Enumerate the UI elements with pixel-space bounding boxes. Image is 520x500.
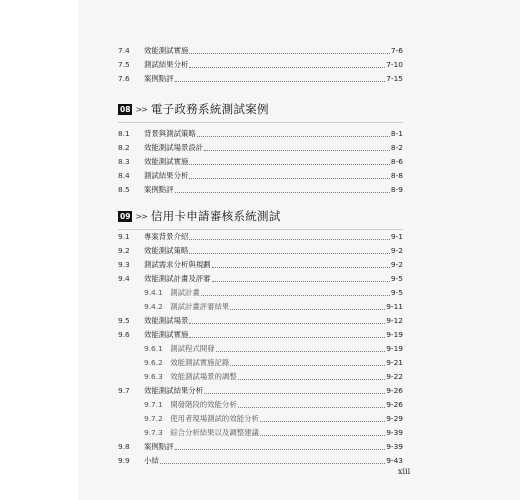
chapter-title: 電子政務系統測試案例: [150, 102, 269, 116]
chapter-9-heading[interactable]: [118, 205, 403, 227]
entry-page: 9-26: [386, 386, 403, 395]
entry-title: 測試需求分析與規劃: [144, 260, 211, 269]
dot-leader: [204, 392, 385, 394]
entry-number: 8.3: [118, 157, 130, 166]
entry-page: 9-26: [386, 400, 403, 409]
entry-page: 9-5: [390, 288, 403, 297]
entry-page: 9-5: [390, 274, 403, 283]
entry-page: 9-2: [390, 246, 403, 255]
entry-title: 9.7.1 開發階段的效能分析: [144, 400, 237, 409]
entry-title: 小結: [144, 456, 159, 465]
toc-entry-9-4[interactable]: [118, 270, 403, 284]
entry-title: 9.6.1 測試程式開發: [144, 344, 215, 353]
dot-leader: [160, 462, 385, 464]
entry-number: 9.4: [118, 274, 130, 283]
toc-entry-9-1[interactable]: [118, 228, 403, 242]
dot-leader: [175, 80, 386, 82]
dot-leader: [216, 350, 386, 352]
entry-title: 測試結果分析: [144, 171, 189, 180]
dot-leader: [212, 280, 390, 282]
entry-page: 9-43: [386, 456, 403, 465]
entry-number: 8.2: [118, 143, 130, 152]
entry-number: 8.1: [118, 129, 130, 138]
entry-title: 9.7.2 使用者現場測試的效能分析: [144, 414, 259, 423]
entry-page: 9-19: [386, 344, 403, 353]
dot-leader: [189, 66, 385, 68]
dot-leader: [238, 378, 386, 380]
entry-number: 9.2: [118, 246, 130, 255]
entry-number: 9.9: [118, 456, 130, 465]
toc-entry-8-1[interactable]: [118, 125, 403, 139]
dot-leader: [230, 364, 385, 366]
dot-leader: [189, 52, 390, 54]
chevron-double-right-icon: >>: [135, 211, 147, 221]
entry-number: 7.5: [118, 60, 130, 69]
toc-entry-7-4[interactable]: [118, 42, 403, 56]
entry-page: 7-15: [386, 74, 403, 83]
toc-entry-9-8[interactable]: [118, 438, 403, 452]
toc-entry-8-2[interactable]: [118, 139, 403, 153]
entry-title: 9.7.3 綜合分析結果以及調整建議: [144, 428, 259, 437]
entry-page: 9-29: [386, 414, 403, 423]
toc-entry-9-7-2[interactable]: [118, 410, 403, 424]
toc-entry-9-2[interactable]: [118, 242, 403, 256]
chevron-double-right-icon: >>: [135, 104, 147, 114]
toc-entry-8-4[interactable]: [118, 167, 403, 181]
entry-page: 9-12: [386, 316, 403, 325]
dot-leader: [230, 308, 385, 310]
entry-title: 9.6.2 效能測試實施記錄: [144, 358, 230, 367]
toc-entry-9-7[interactable]: [118, 382, 403, 396]
dot-leader: [201, 294, 390, 296]
chapter-number-badge: 09: [120, 211, 131, 221]
entry-page: 8-9: [390, 185, 403, 194]
entry-title: 專案背景介紹: [144, 232, 189, 241]
entry-title: 9.4.1 測試計畫: [144, 288, 200, 297]
dot-leader: [175, 448, 386, 450]
toc-entry-9-9[interactable]: [118, 452, 403, 466]
page-number: xiii: [398, 467, 411, 476]
toc-entry-9-5[interactable]: [118, 312, 403, 326]
entry-title: 效能測試實施: [144, 157, 189, 166]
dot-leader: [204, 149, 390, 151]
toc-entry-9-3[interactable]: [118, 256, 403, 270]
entry-page: 9-22: [386, 372, 403, 381]
entry-page: 8-2: [390, 143, 403, 152]
toc-entry-8-3[interactable]: [118, 153, 403, 167]
dot-leader: [189, 252, 390, 254]
chapter-8-heading[interactable]: [118, 98, 403, 120]
entry-title: 背景與測試策略: [144, 129, 196, 138]
toc-entry-7-5[interactable]: [118, 56, 403, 70]
entry-title: 效能測試場景設計: [144, 143, 204, 152]
entry-title: 效能測試結果分析: [144, 386, 204, 395]
dot-leader: [197, 135, 390, 137]
toc-entry-9-7-1[interactable]: [118, 396, 403, 410]
entry-page: 9-21: [386, 358, 403, 367]
entry-page: 9-2: [390, 260, 403, 269]
dot-leader: [189, 238, 390, 240]
toc-entry-9-6[interactable]: [118, 326, 403, 340]
dot-leader: [175, 191, 390, 193]
entry-page: 9-39: [386, 442, 403, 451]
entry-title: 案例點評: [144, 442, 174, 451]
entry-title: 效能測試實施: [144, 330, 189, 339]
toc-entry-9-6-3[interactable]: [118, 368, 403, 382]
dot-leader: [260, 420, 385, 422]
entry-number: 7.4: [118, 46, 130, 55]
dot-leader: [189, 322, 385, 324]
toc-entry-7-6[interactable]: [118, 70, 403, 84]
entry-title: 效能測試場景: [144, 316, 189, 325]
entry-page: 8-8: [390, 171, 403, 180]
dot-leader: [212, 266, 390, 268]
dot-leader: [189, 177, 390, 179]
entry-title: 案例點評: [144, 74, 174, 83]
entry-title: 效能測試計畫及評審: [144, 274, 211, 283]
toc-entry-9-7-3[interactable]: [118, 424, 403, 438]
entry-number: 9.5: [118, 316, 130, 325]
entry-title: 效能測試實施: [144, 46, 189, 55]
chapter-title: 信用卡申請審核系統測試: [150, 209, 281, 223]
dot-leader: [260, 434, 385, 436]
entry-page: 8-6: [390, 157, 403, 166]
chapter-divider: [118, 122, 403, 123]
dot-leader: [189, 336, 385, 338]
entry-number: 9.1: [118, 232, 130, 241]
entry-page: 9-19: [386, 330, 403, 339]
entry-number: 9.8: [118, 442, 130, 451]
entry-title: 測試結果分析: [144, 60, 189, 69]
entry-number: 8.4: [118, 171, 130, 180]
entry-page: 7-6: [390, 46, 403, 55]
entry-number: 9.7: [118, 386, 130, 395]
chapter-number-badge: 08: [120, 104, 131, 114]
entry-number: 9.3: [118, 260, 130, 269]
entry-title: 9.6.3 效能測試場景的調整: [144, 372, 237, 381]
entry-page: 7-10: [386, 60, 403, 69]
entry-title: 9.4.2 測試計畫評審結果: [144, 302, 230, 311]
entry-number: 9.6: [118, 330, 130, 339]
entry-page: 9-11: [386, 302, 403, 311]
entry-title: 案例點評: [144, 185, 174, 194]
entry-number: 7.6: [118, 74, 130, 83]
entry-title: 效能測試策略: [144, 246, 189, 255]
toc-entry-9-4-1[interactable]: [118, 284, 403, 298]
toc-entry-9-6-1[interactable]: [118, 340, 403, 354]
entry-page: 9-1: [390, 232, 403, 241]
entry-page: 9-39: [386, 428, 403, 437]
dot-leader: [238, 406, 386, 408]
toc-entry-9-4-2[interactable]: [118, 298, 403, 312]
dot-leader: [189, 163, 390, 165]
toc-entry-9-6-2[interactable]: [118, 354, 403, 368]
entry-number: 8.5: [118, 185, 130, 194]
entry-page: 8-1: [390, 129, 403, 138]
toc-entry-8-5[interactable]: [118, 181, 403, 195]
